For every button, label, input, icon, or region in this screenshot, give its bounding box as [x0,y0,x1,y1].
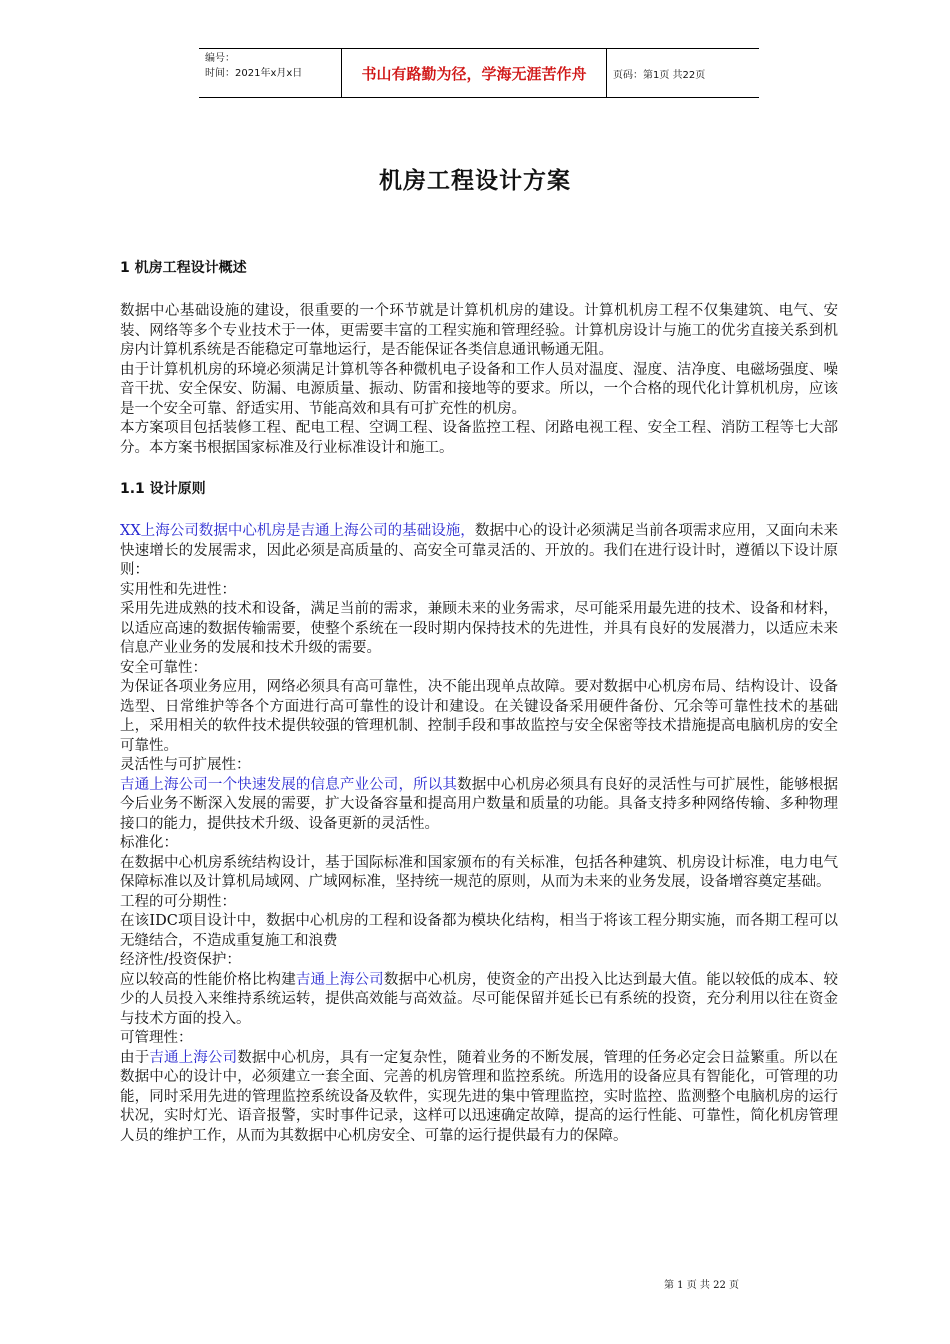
header-page-info: 页码：第1页 共22页 [613,69,706,81]
principle-text: 在数据中心机房系统结构设计，基于国际标准和国家颁布的有关标准，包括各种建筑、机房设计标准，电力电气保障标准以及计算机局域网、广域网标准，坚持统一规范的原则，从而为未来的业务发展，设备增容奠定基础。 [120,854,838,890]
paragraph: 数据中心基础设施的建设，很重要的一个环节就是计算机机房的建设。计算机机房工程不仅集建筑、电气、安装、网络等多个专业技术于一体，更需要丰富的工程实施和管理经验。计算机房设计与施工的优劣直接关系到机房内计算机系统是否能稳定可靠地运行，是否能保证各类信息通讯畅通无阻。 [120,303,838,358]
number-label: 编号： [205,53,235,64]
section-1-heading: 1 机房工程设计概述 [120,260,247,276]
principle-text: 应以较高的性能价格比构建吉通上海公司数据中心机房，使资金的产出投入比达到最大值。能以较低的成本、较少的人员投入来维持系统运转，提供高效能与高效益。尽可能保留并延长已有系统的投资，充分利用以往在资金与技术方面的投入。 [120,971,838,1027]
company-link-text: 吉通上海公司 [149,1049,238,1066]
paragraph: 本方案项目包括装修工程、配电工程、空调工程、设备监控工程、闭路电视工程、安全工程、消防工程等七大部分。本方案书根据国家标准及行业标准设计和施工。 [120,420,838,456]
page-footer: 第 1 页 共 22 页 [664,1280,739,1291]
document-title: 机房工程设计方案 [379,168,571,194]
principle-text: 由于吉通上海公司数据中心机房，具有一定复杂性，随着业务的不断发展，管理的任务必定会日益繁重。所以在数据中心的设计中，必须建立一套全面、完善的机房管理和监控系统。所选用的设备应具有智能化，可管理的功能，同时采用先进的管理监控系统设备及软件，实现先进的集中管理监控，实时监控、监测整个电脑机房的运行状况，实时灯光、语音报警，实时事件记录，这样可以迅速确定故障，提高的运行性能、可靠性，简化机房管理人员的维护工作，从而为其数据中心机房安全、可靠的运行提供最有力的保障。 [120,1049,838,1144]
intro-paragraph: XX上海公司数据中心机房是吉通上海公司的基础设施，数据中心的设计必须满足当前各项需求应用，又面向未来快速增长的发展需求，因此必须是高质量的、高安全可靠灵活的、开放的。我们在进行设计时，遵循以下设计原则： [120,523,838,578]
time-label: 时间：2021年x月x日 [205,68,303,79]
header-motto: 书山有路勤为径，学海无涯苦作舟 [342,49,607,97]
principle-text: 为保证各项业务应用，网络必须具有高可靠性，决不能出现单点故障。要对数据中心机房布局、结构设计、设备选型、日常维护等各个方面进行高可靠性的设计和建设。在关键设备采用硬件备份、冗余等可靠性技术的基础上，采用相关的软件技术提供较强的管理机制、控制手段和事故监控与安全保密等技术措施提高电脑机房的安全可靠性。 [120,679,838,754]
principle-label: 标准化： [120,835,178,851]
section-1-1-heading: 1.1 设计原则 [120,481,206,497]
header-meta-cell [199,49,342,97]
section-1-1-body [120,522,838,1146]
paragraph: 由于计算机机房的环境必须满足计算机等各种微机电子设备和工作人员对温度、湿度、洁净度、电磁场强度、噪音干扰、安全保安、防漏、电源质量、振动、防雷和接地等的要求。所以，一个合格的现代化计算机机房，应该是一个安全可靠、舒适实用、节能高效和具有可扩充性的机房。 [120,361,838,417]
principle-label: 工程的可分期性： [120,893,236,910]
document-header [199,48,759,98]
principle-label: 安全可靠性： [120,659,207,676]
section-1-body [120,302,838,458]
company-link-text: XX上海公司数据中心机房是吉通上海公司的基础设施， [120,523,475,539]
principle-label: 经济性/投资保护： [120,952,241,968]
company-link-text: 吉通上海公司 [295,971,384,988]
principle-text: 采用先进成熟的技术和设备，满足当前的需求，兼顾未来的业务需求，尽可能采用最先进的技术、设备和材料，以适应高速的数据传输需要，使整个系统在一段时期内保持技术的先进性，并具有良好的发展潜力，以适应未来信息产业业务的发展和技术升级的需要。 [120,601,838,656]
company-link-text: 吉通上海公司一个快速发展的信息产业公司，所以其 [120,776,458,793]
principle-label: 可管理性： [120,1030,193,1046]
principle-text: 在该IDC项目设计中，数据中心机房的工程和设备都为模块化结构，相当于将该工程分期实施，而各期工程可以无缝结合，不造成重复施工和浪费 [120,913,838,949]
principle-label: 实用性和先进性： [120,581,236,598]
principle-label: 灵活性与可扩展性： [120,757,251,773]
principle-text: 吉通上海公司一个快速发展的信息产业公司，所以其数据中心机房必须具有良好的灵活性与可扩展性，能够根据今后业务不断深入发展的需要，扩大设备容量和提高用户数量和质量的功能。具备支持多种网络传输、多种物理接口的能力，提供技术升级、设备更新的灵活性。 [120,776,838,832]
